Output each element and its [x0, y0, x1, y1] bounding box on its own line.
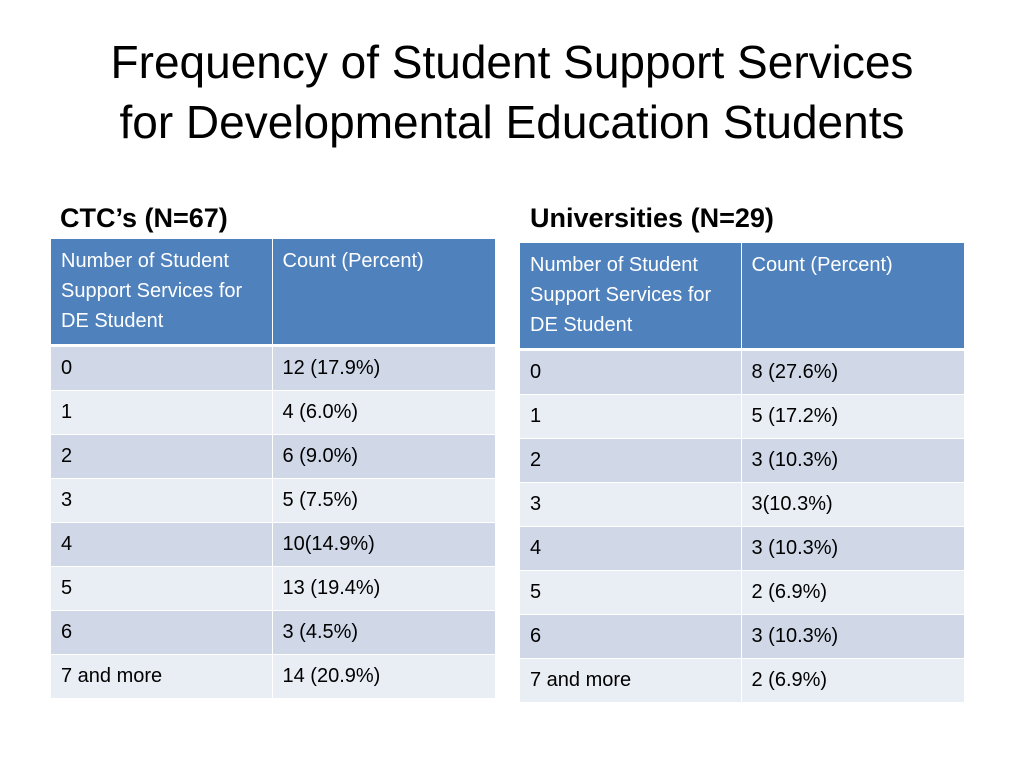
table-row: [51, 655, 495, 699]
universities-header-row: [520, 243, 964, 350]
number-cell: 2: [51, 435, 272, 479]
count-cell: 12 (17.9%): [272, 346, 495, 391]
table-row: [51, 346, 495, 391]
ctc-header-number: Number of Student Support Services for DE Student: [51, 239, 272, 346]
universities-header-number: Number of Student Support Services for DE Student: [520, 243, 741, 350]
ctc-table: [51, 239, 495, 698]
universities-heading: Universities (N=29): [530, 203, 774, 233]
count-cell: 8 (27.6%): [741, 350, 964, 395]
universities-table: [520, 243, 964, 702]
table-row: [51, 391, 495, 435]
number-cell: 5: [51, 567, 272, 611]
count-cell: 2 (6.9%): [741, 659, 964, 703]
number-cell: 0: [51, 346, 272, 391]
universities-header-count: Count (Percent): [741, 243, 964, 350]
table-row: [51, 567, 495, 611]
number-cell: 6: [51, 611, 272, 655]
table-row: [520, 350, 964, 395]
count-cell: 4 (6.0%): [272, 391, 495, 435]
number-cell: 0: [520, 350, 741, 395]
count-cell: 6 (9.0%): [272, 435, 495, 479]
ctc-header-row: [51, 239, 495, 346]
ctc-heading: CTC’s (N=67): [60, 203, 228, 233]
count-cell: 2 (6.9%): [741, 571, 964, 615]
count-cell: 3 (10.3%): [741, 615, 964, 659]
number-cell: 7 and more: [51, 655, 272, 699]
number-cell: 3: [51, 479, 272, 523]
number-cell: 4: [520, 527, 741, 571]
count-cell: 5 (7.5%): [272, 479, 495, 523]
count-cell: 3(10.3%): [741, 483, 964, 527]
number-cell: 1: [51, 391, 272, 435]
table-row: [520, 439, 964, 483]
title-line-1: Frequency of Student Support Services: [110, 36, 914, 88]
number-cell: 7 and more: [520, 659, 741, 703]
table-row: [520, 483, 964, 527]
count-cell: 14 (20.9%): [272, 655, 495, 699]
table-row: [520, 659, 964, 703]
table-row: [520, 395, 964, 439]
table-row: [51, 523, 495, 567]
number-cell: 4: [51, 523, 272, 567]
count-cell: 3 (10.3%): [741, 527, 964, 571]
count-cell: 13 (19.4%): [272, 567, 495, 611]
table-row: [51, 479, 495, 523]
number-cell: 1: [520, 395, 741, 439]
ctc-header-count: Count (Percent): [272, 239, 495, 346]
number-cell: 6: [520, 615, 741, 659]
table-row: [51, 611, 495, 655]
slide-title: [0, 32, 1024, 152]
table-row: [520, 527, 964, 571]
count-cell: 3 (10.3%): [741, 439, 964, 483]
table-row: [520, 615, 964, 659]
count-cell: 3 (4.5%): [272, 611, 495, 655]
number-cell: 5: [520, 571, 741, 615]
table-row: [51, 435, 495, 479]
table-row: [520, 571, 964, 615]
count-cell: 5 (17.2%): [741, 395, 964, 439]
number-cell: 3: [520, 483, 741, 527]
number-cell: 2: [520, 439, 741, 483]
count-cell: 10(14.9%): [272, 523, 495, 567]
title-line-2: for Developmental Education Students: [119, 96, 905, 148]
